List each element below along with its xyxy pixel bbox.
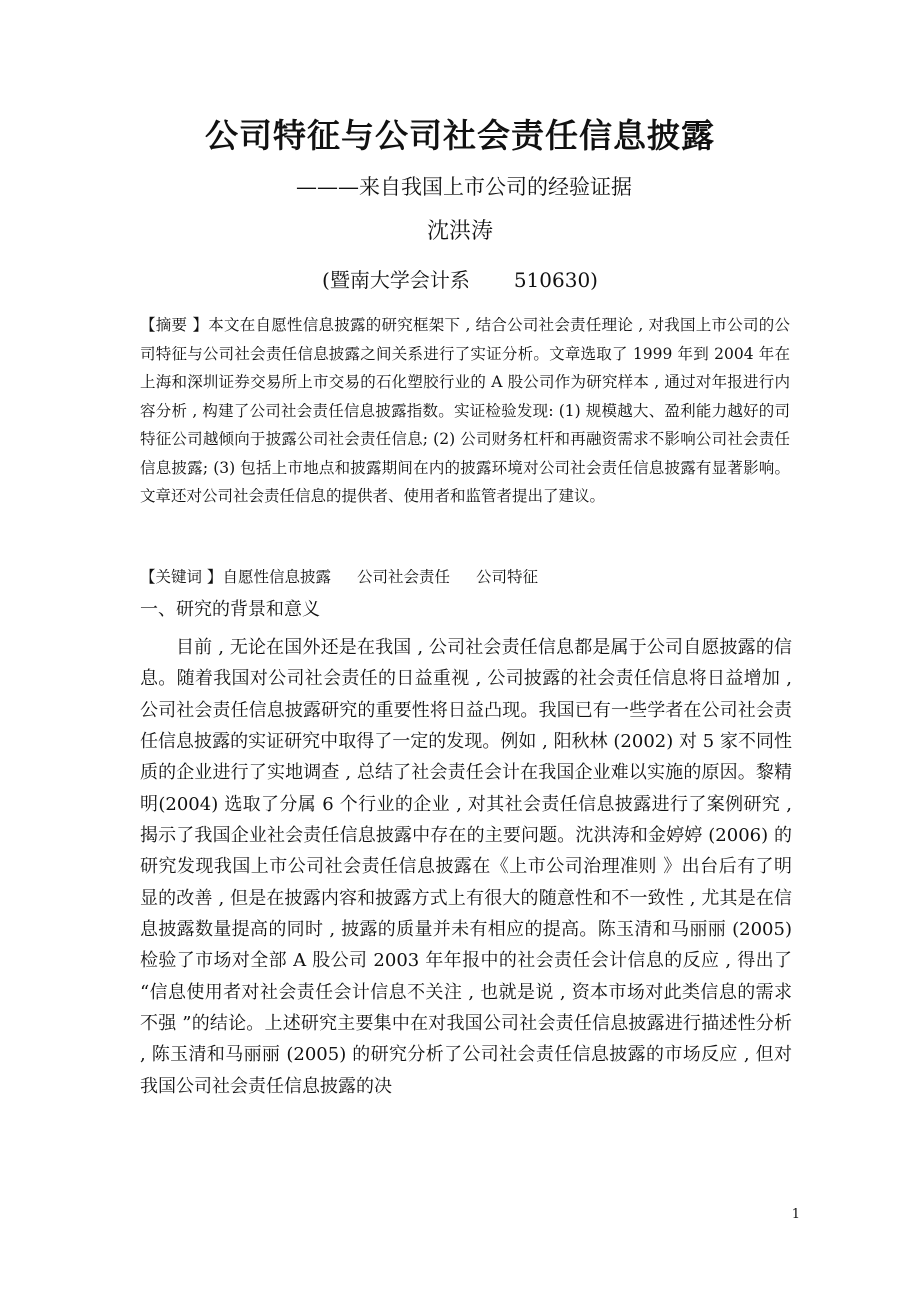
keyword-item: 公司社会责任 [356, 568, 450, 586]
author-affiliation [0, 262, 920, 298]
author-name: 沈洪涛 [426, 219, 493, 244]
paper-subtitle: ———来自我国上市公司的经验证据 [296, 175, 632, 199]
affiliation-postcode: 510630) [513, 268, 598, 292]
paper-title: 公司特征与公司社会责任信息披露 [205, 116, 715, 155]
abstract-text: 本文在自愿性信息披露的研究框架下 , 结合公司社会责任理论 , 对我国上市公司的公司特征与公司社会责任信息披露之间关系进行了实证分析。文章选取了 1999 年到 2004 年在上海和深圳证券交易所上市交易的石化塑胶行业的 A 股公司作为研究样本 , 通过对年报进行内容分析 , 构建了公司社会责任信息披露指数。实证检验发现: (1) 规模越大、盈利能力越好的司特征公司越倾向于披露公司社会责任信息; (2) 公司财务杠杆和再融资需求不影响公司社会责任信息披露; (3) 包括上市地点和披露期间在内的披露环境对公司社会责任信息披露有显著影响。文章还对公司社会责任信息的提供者、使用者和监管者提出了建议。 [140, 316, 790, 505]
keyword-item: 公司特征 [475, 568, 538, 586]
page-number: 1 [791, 1207, 800, 1222]
affiliation-institution: (暨南大学会计系 [322, 268, 470, 292]
section-heading: 一、研究的背景和意义 [140, 599, 320, 620]
abstract [140, 311, 790, 511]
keywords [140, 563, 790, 591]
abstract-label: 【摘要 】 [140, 316, 209, 334]
keyword-item: 自愿性信息披露 [222, 568, 331, 586]
body-paragraph: 目前 , 无论在国外还是在我国 , 公司社会责任信息都是属于公司自愿披露的信息。随着我国对公司社会责任的日益重视 , 公司披露的社会责任信息将日益增加 , 公司社会责任信息披露研究的重要性将日益凸现。我国已有一些学者在公司社会责任信息披露的实证研究中取得了一定的发现。例如 , 阳秋林 (2002) 对 5 家不同性质的企业进行了实地调查 , 总结了社会责任会计在我国企业难以实施的原因。黎精明(2004) 选取了分属 6 个行业的企业 , 对其社会责任信息披露进行了案例研究 , 揭示了我国企业社会责任信息披露中存在的主要问题。沈洪涛和金婷婷 (2006) 的研究发现我国上市公司社会责任信息披露在《上市公司治理准则 》出台后有了明显的改善 , 但是在披露内容和披露方式上有很大的随意性和不一致性 , 尤其是在信息披露数量提高的同时 , 披露的质量并未有相应的提高。陈玉清和马丽丽 (2005) 检验了市场对全部 A 股公司 2003 年年报中的社会责任会计信息的反应 , 得出了 “信息使用者对社会责任会计信息不关注 , 也就是说 , 资本市场对此类信息的需求不强 ”的结论。上述研究主要集中在对我国公司社会责任信息披露进行描述性分析 , 陈玉清和马丽丽 (2005) 的研究分析了公司社会责任信息披露的市场反应 , 但对我国公司社会责任信息披露的决 [140, 637, 792, 1097]
keywords-label: 【关键词 】 [140, 568, 223, 586]
